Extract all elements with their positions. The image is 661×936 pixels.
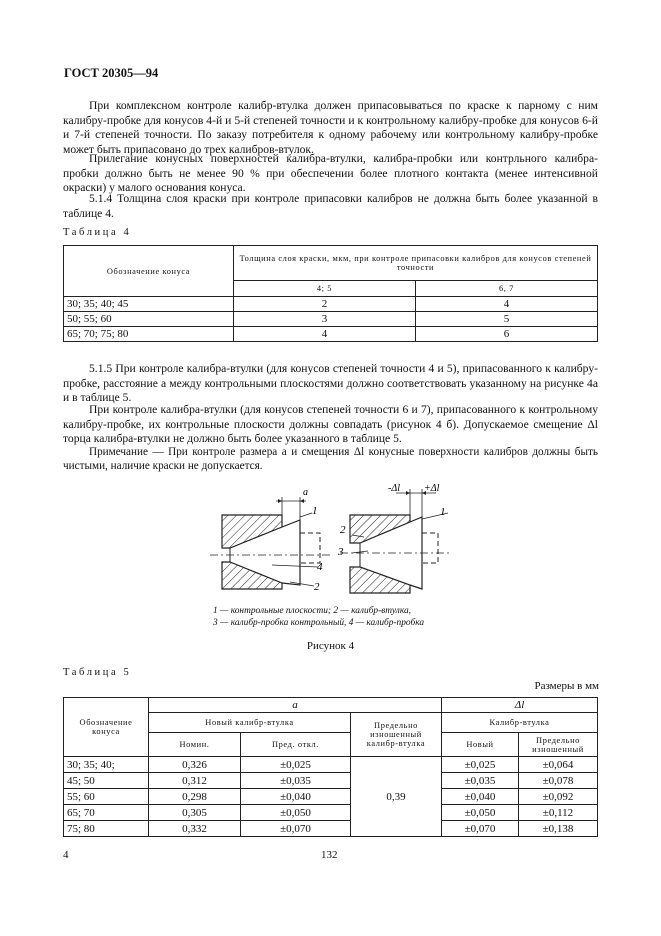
table5-cell: ±0,035 [442, 773, 519, 789]
table5-new: Новый [442, 733, 519, 757]
table5-cell: 0,298 [149, 789, 241, 805]
label-1-right: 1 [440, 506, 446, 518]
table4-cell: 4 [234, 327, 416, 342]
table5-cell: 0,312 [149, 773, 241, 789]
table4-cell: 30; 35; 40; 45 [64, 297, 234, 312]
table4-subheader-2: 6, 7 [416, 281, 598, 297]
table-row [64, 312, 598, 327]
table5-units: Размеры в мм [534, 680, 599, 692]
table-row [64, 327, 598, 342]
label-a: a [303, 487, 308, 498]
document-header: ГОСТ 20305—94 [64, 66, 159, 80]
paragraph-3: 5.1.4 Толщина слоя краски при контроле припасовки калибров не должна быть более указанной в таблице 4. [63, 192, 598, 220]
table-4 [63, 245, 598, 342]
table5-cell: 45; 50 [64, 773, 149, 789]
table5-dl-header: Δl [442, 698, 598, 713]
label-2-right: 2 [340, 524, 346, 536]
table-row [64, 297, 598, 312]
table5-cell: ±0,138 [519, 821, 598, 837]
table-5 [63, 697, 598, 837]
table5-cell: ±0,092 [519, 789, 598, 805]
paragraph-5: При контроле калибра-втулки (для конусов степеней точности 6 и 7), припасованного к контрольному калибру-пробке, их контрольные плоскости должны совпадать (рисунок 4 б). Допускаемое смещение Δl торца калибра-втулки не должно быть более указанного в таблице 5. [63, 403, 598, 446]
table5-cell: 65; 70 [64, 805, 149, 821]
page-number-center: 132 [321, 849, 338, 861]
figure-title: Рисунок 4 [306, 640, 355, 652]
table5-cell: ±0,078 [519, 773, 598, 789]
table4-cell: 5 [416, 312, 598, 327]
table4-cell: 4 [416, 297, 598, 312]
table5-cell: ±0,040 [241, 789, 351, 805]
figure-4-drawing [200, 475, 460, 595]
table4-cell: 2 [234, 297, 416, 312]
table4-group-header: Толщина слоя краски, мкм, при контроле припасовки калибров для конусов степеней точности [234, 246, 598, 281]
table5-cell: ±0,070 [241, 821, 351, 837]
table5-cell: ±0,040 [442, 789, 519, 805]
table-row [64, 773, 598, 789]
table-row [64, 805, 598, 821]
table-row [64, 757, 598, 773]
table4-subheader-1: 4; 5 [234, 281, 416, 297]
table5-cell: 0,305 [149, 805, 241, 821]
table4-col-header: Обозначение конуса [64, 246, 234, 297]
table4-cell: 6 [416, 327, 598, 342]
paragraph-1: При комплексном контроле калибр-втулка должен припасовываться по краске к парному с ним калибру-пробке для конусов 4-й и 5-й степеней точности и к контрольному калибру-пробке для конусов 6-й и 7-й степеней точности. По заказу потребителя к одному рабочему или контрольному калибру-пробке может быть припасовано до трех калибров-втулок. [63, 99, 598, 156]
label-4: 4 [317, 561, 323, 573]
table5-a-header: a [149, 698, 442, 713]
table-row [64, 821, 598, 837]
figure-legend-2: 3 — калибр-пробка контрольный, 4 — калибр-пробка [213, 618, 425, 628]
table5-cell: ±0,025 [241, 757, 351, 773]
table4-caption: Таблица 4 [63, 227, 132, 238]
table5-nom: Номин. [149, 733, 241, 757]
table5-bushing: Калибр-втулка [442, 713, 598, 733]
label-2-left: 2 [314, 581, 320, 593]
note: Примечание — При контроле размера а и смещения Δl конусные поверхности калибров должны быть чистыми, наличие краски не допускается. [63, 446, 598, 472]
figure-4b [340, 489, 450, 593]
figure-legend-1: 1 — контрольные плоскости; 2 — калибр-втулка, [213, 606, 412, 616]
table5-cell: 0,332 [149, 821, 241, 837]
paragraph-4: 5.1.5 При контроле калибра-втулки (для конусов степеней точности 4 и 5), припасованного к калибру-пробке, расстояние а между контрольными плоскостями должно соответствовать указанному на рисунке 4а и в таблице 5. [63, 362, 598, 405]
table5-worn-value: 0,39 [351, 757, 442, 837]
page-number-left: 4 [63, 849, 69, 861]
table5-limit-worn: Предельно изношенный калибр-втулка [351, 713, 442, 757]
table5-dev: Пред. откл. [241, 733, 351, 757]
table4-cell: 3 [234, 312, 416, 327]
table5-cell: ±0,035 [241, 773, 351, 789]
label-1-left: 1 [312, 505, 318, 517]
table-row [64, 789, 598, 805]
table5-cell: ±0,025 [442, 757, 519, 773]
table5-cell: ±0,064 [519, 757, 598, 773]
label-plus-dl: +Δl [424, 483, 440, 494]
table5-cell: ±0,112 [519, 805, 598, 821]
table4-cell: 65; 70; 75; 80 [64, 327, 234, 342]
label-minus-dl: -Δl [388, 483, 400, 494]
label-3: 3 [338, 546, 344, 558]
table5-cell: 0,326 [149, 757, 241, 773]
table5-cone-header: Обозначение конуса [64, 698, 149, 757]
table5-limit-worn2: Предельно изношенный [519, 733, 598, 757]
table5-caption: Таблица 5 [63, 667, 132, 678]
table5-cell: ±0,070 [442, 821, 519, 837]
table5-cell: ±0,050 [241, 805, 351, 821]
table5-new-bushing: Новый калибр-втулка [149, 713, 351, 733]
table5-cell: 55; 60 [64, 789, 149, 805]
table5-cell: 75; 80 [64, 821, 149, 837]
paragraph-2: Прилегание конусных поверхностей калибра-втулки, калибра-пробки или контрльного калибра-пробки должно быть не менее 90 % при обеспечении более плотного контакта (менее интенсивной окраски) у малого основания конуса. [63, 152, 598, 195]
table4-cell: 50; 55; 60 [64, 312, 234, 327]
table5-cell: ±0,050 [442, 805, 519, 821]
table5-cell: 30; 35; 40; [64, 757, 149, 773]
